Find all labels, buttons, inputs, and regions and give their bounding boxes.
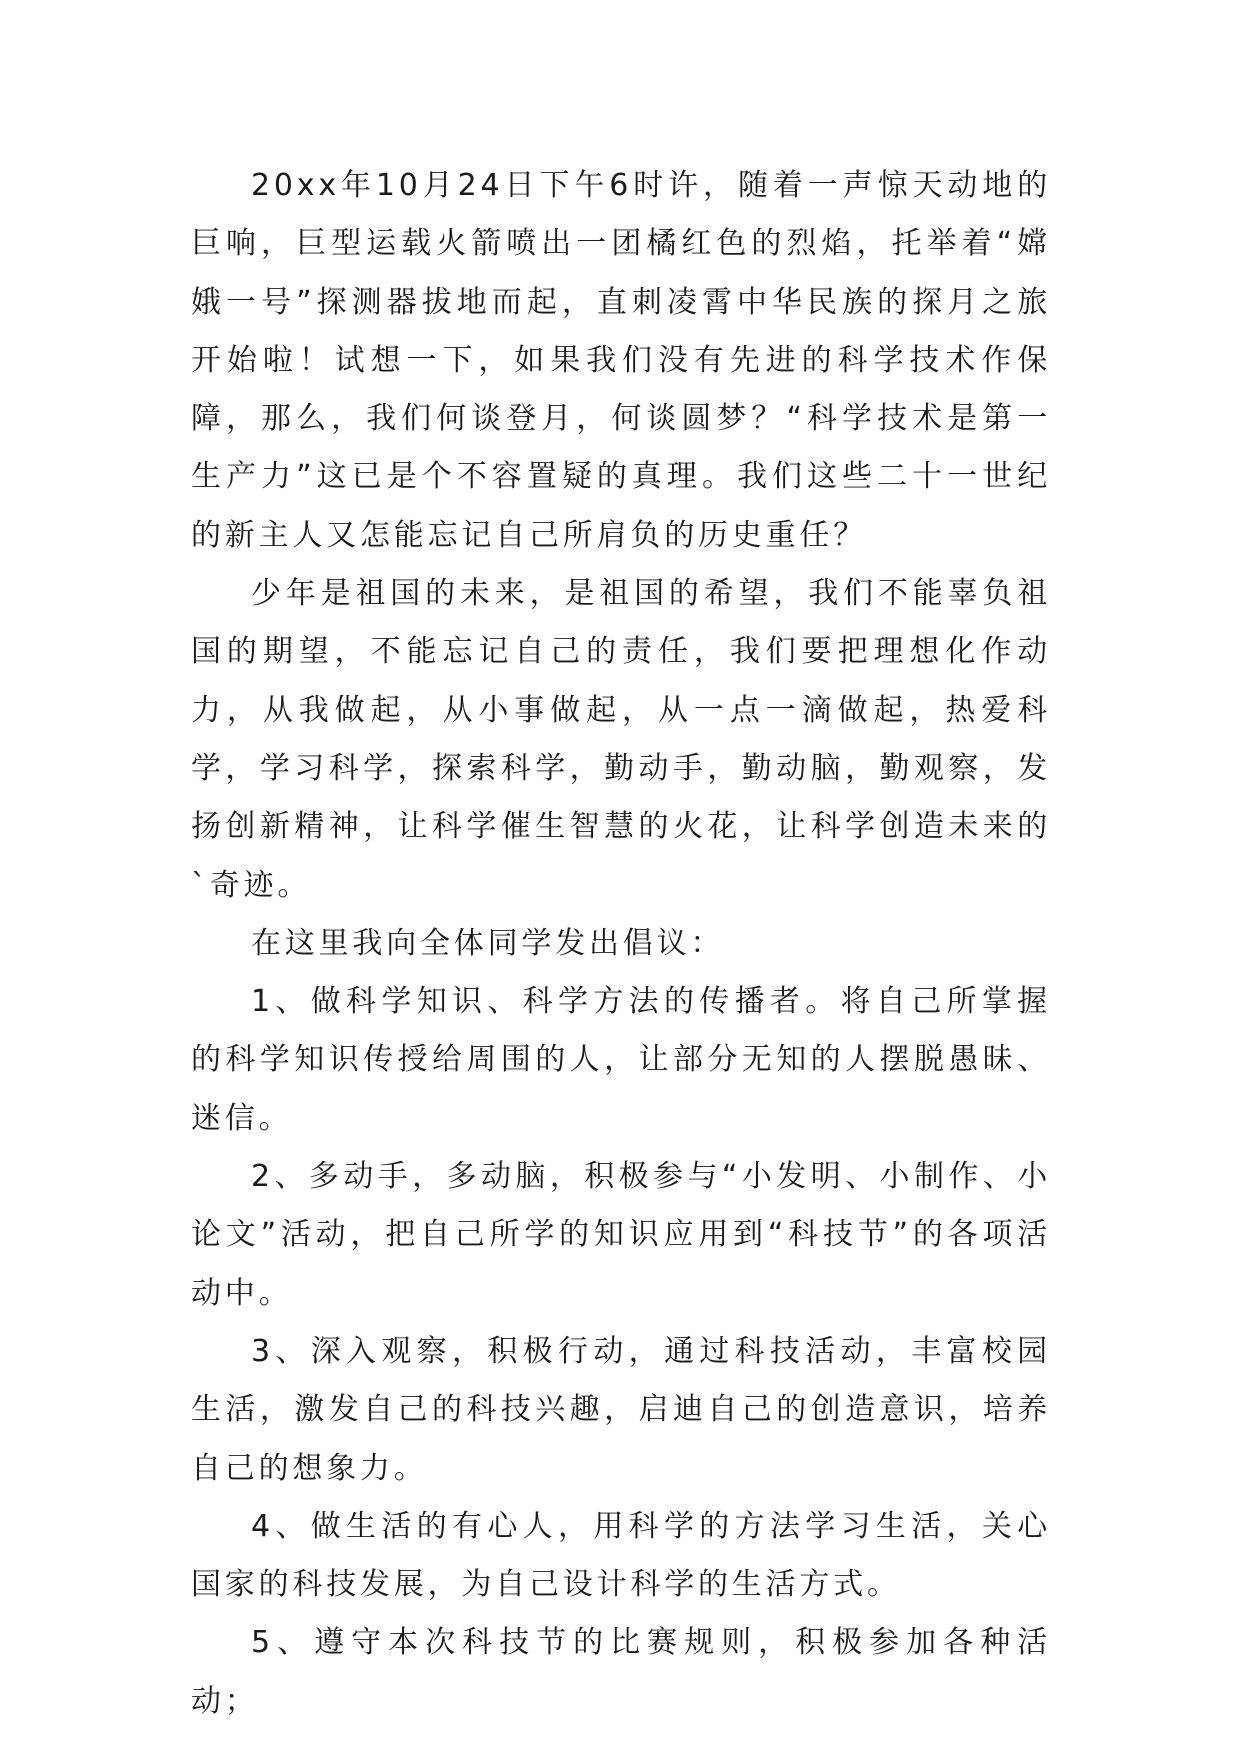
proposal-item-2: 2、多动手，多动脑，积极参与“小发明、小制作、小论文”活动，把自己所学的知识应用到“科技节”的各项活动中。: [191, 1159, 1051, 1311]
paragraph-proposal-intro: 在这里我向全体同学发出倡议：: [251, 925, 725, 961]
document-body: [191, 157, 1051, 1731]
proposal-item-4: 4、做生活的有心人，用科学的方法学习生活，关心国家的科技发展，为自己设计科学的生活方式。: [191, 1508, 1051, 1603]
proposal-item-5: 5、遵守本次科技节的比赛规则，积极参加各种活动；: [191, 1625, 1051, 1719]
proposal-item-3: 3、深入观察，积极行动，通过科技活动，丰富校园生活，激发自己的科技兴趣，启迪自己的创造意识，培养自己的想象力。: [191, 1333, 1051, 1486]
paragraph-youth-future: 少年是祖国的未来，是祖国的希望，我们不能辜负祖国的期望，不能忘记自己的责任，我们要把理想化作动力，从我做起，从小事做起，从一点一滴做起，热爱科学，学习科学，探索科学，勤动手，勤动脑，勤观察，发扬创新精神，让科学催生智慧的火花，让科学创造未来的`奇迹。: [191, 576, 1051, 903]
paragraph-moon-launch: 20xx年10月24日下午6时许，随着一声惊天动地的巨响，巨型运载火箭喷出一团橘红色的烈焰，托举着“嫦娥一号”探测器拔地而起，直刺凌霄中华民族的探月之旅开始啦！试想一下，如果我们没有先进的科学技术作保障，那么，我们何谈登月，何谈圆梦？“科学技术是第一生产力”这已是个不容置疑的真理。我们这些二十一世纪的新主人又怎能忘记自己所肩负的历史重任？: [191, 168, 1051, 553]
proposal-item-1: 1、做科学知识、科学方法的传播者。将自己所掌握的科学知识传授给周围的人，让部分无知的人摆脱愚昧、迷信。: [191, 984, 1051, 1136]
